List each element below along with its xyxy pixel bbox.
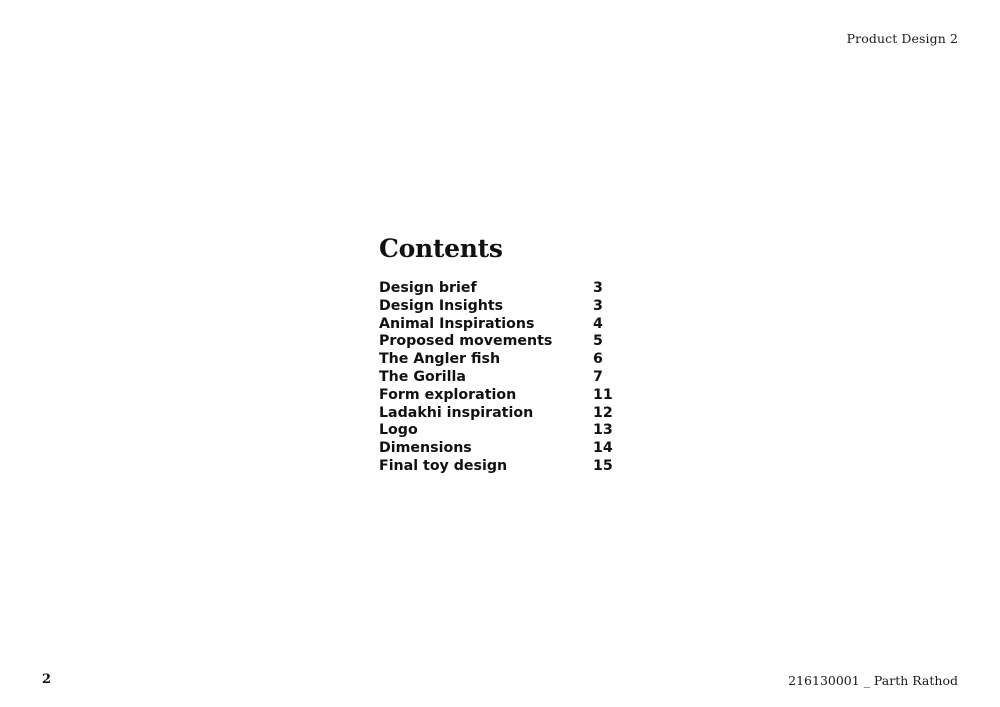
- toc-entry-label: Design Insights: [379, 297, 504, 314]
- toc-entry-label: The Gorilla: [379, 368, 466, 385]
- toc-entry-form-exploration: [379, 387, 639, 405]
- toc-entry-page: 14: [593, 440, 613, 457]
- toc-entry-label: Ladakhi inspiration: [379, 404, 534, 421]
- toc-entry-label: The Angler fish: [379, 351, 501, 368]
- toc-entry-page: 3: [593, 297, 603, 314]
- toc-entry-logo: [379, 422, 639, 440]
- contents-heading: Contents: [379, 234, 503, 263]
- toc-entry-design-brief: [379, 280, 639, 298]
- toc-entry-page: 7: [593, 368, 603, 385]
- toc-entry-page: 15: [593, 457, 613, 474]
- toc-entry-dimensions: [379, 440, 639, 458]
- footer-author: 216130001 _ Parth Rathod: [788, 673, 958, 688]
- toc-entry-page: 12: [593, 404, 613, 421]
- toc-entry-page: 3: [593, 280, 603, 296]
- toc-entry-page: 4: [593, 315, 603, 332]
- toc-entry-label: Design brief: [379, 280, 477, 296]
- toc-entry-angler-fish: [379, 351, 639, 369]
- toc-entry-animal-inspirations: [379, 316, 639, 334]
- toc-entry-final-toy-design: [379, 458, 639, 476]
- toc-entry-proposed-movements: [379, 333, 639, 351]
- toc-entry-label: Logo: [379, 422, 418, 439]
- toc-entry-page: 5: [593, 333, 603, 350]
- toc-entry-design-insights: [379, 298, 639, 316]
- toc-entry-page: 13: [593, 422, 613, 439]
- toc-entry-label: Final toy design: [379, 457, 508, 474]
- toc-entry-page: 11: [593, 386, 613, 403]
- document-header-title: Product Design 2: [846, 31, 958, 46]
- toc-entry-label: Dimensions: [379, 440, 472, 457]
- toc-entry-label: Form exploration: [379, 386, 517, 403]
- toc-entry-page: 6: [593, 351, 603, 368]
- toc-entry-gorilla: [379, 369, 639, 387]
- toc-entry-label: Animal Inspirations: [379, 315, 535, 332]
- toc-list: [379, 280, 639, 476]
- table-of-contents: [379, 232, 639, 476]
- toc-entry-label: Proposed movements: [379, 333, 553, 350]
- page-number: 2: [42, 672, 52, 687]
- toc-entry-ladakhi-inspiration: [379, 405, 639, 423]
